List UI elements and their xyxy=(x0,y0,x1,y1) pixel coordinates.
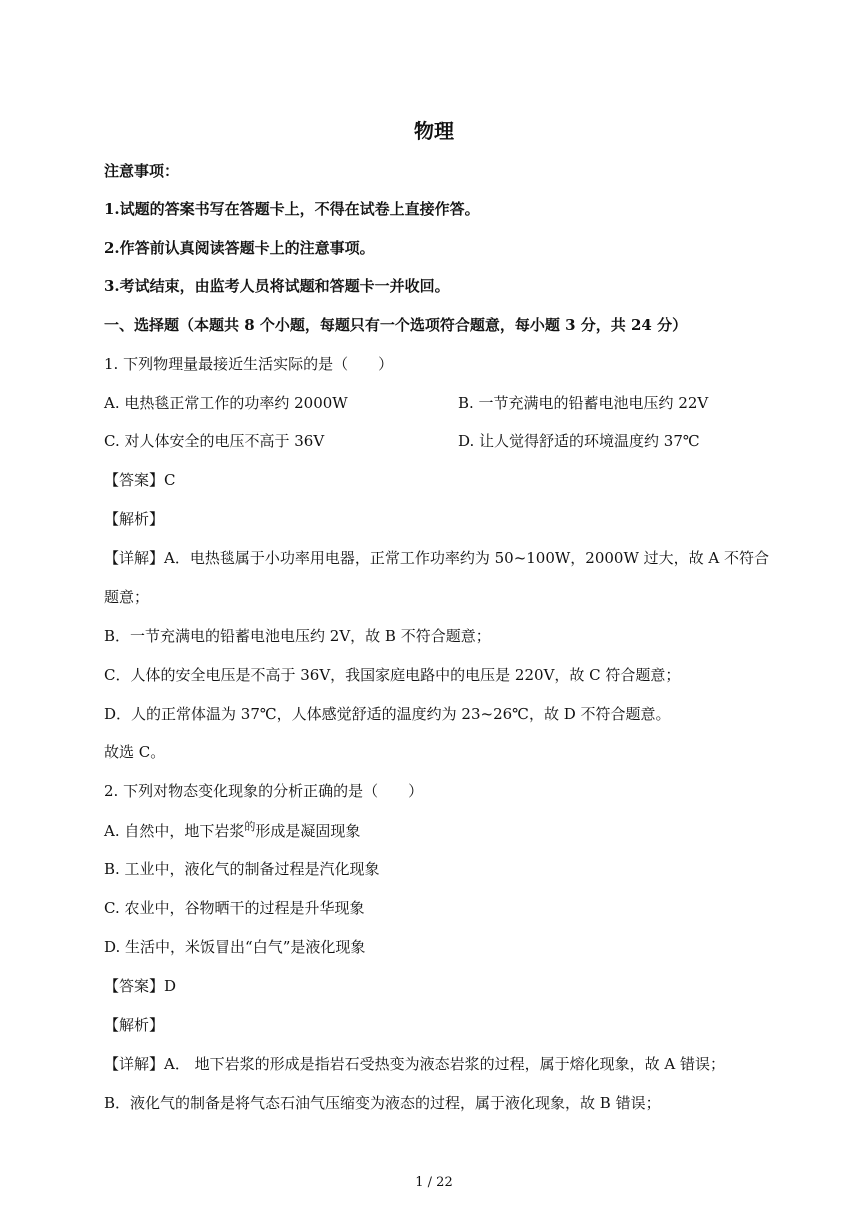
question-1-detail-line-3: C．人体的安全电压是不高于 36V，我国家庭电路中的电压是 220V，故 C 符合题意； xyxy=(104,666,681,684)
question-1-detail-line-2: B．一节充满电的铅蓄电池电压约 2V，故 B 不符合题意； xyxy=(104,627,491,645)
notice-item-1: 1.试题的答案书写在答题卡上，不得在试卷上直接作答。 xyxy=(104,200,480,218)
question-2-option-d: D. 生活中，米饭冒出“白气”是液化现象 xyxy=(104,938,366,956)
question-1-conclusion: 故选 C。 xyxy=(104,743,166,761)
question-1-detail-line-1: 【详解】A．电热毯属于小功率用电器，正常工作功率约为 50~100W，2000W 过大，故 A 不符合 xyxy=(104,549,770,567)
question-2-option-a-text-1: A. 自然中，地下岩浆 xyxy=(104,822,245,840)
question-2-detail-line-1: 【详解】A． 地下岩浆的形成是指岩石受热变为液态岩浆的过程，属于熔化现象，故 A 错误； xyxy=(104,1055,725,1073)
notice-item-3: 3.考试结束，由监考人员将试题和答题卡一并收回。 xyxy=(104,277,450,295)
question-1-analysis-label: 【解析】 xyxy=(104,510,165,528)
question-2-analysis-label: 【解析】 xyxy=(104,1016,165,1034)
question-2-option-c: C. 农业中，谷物晒干的过程是升华现象 xyxy=(104,899,365,917)
notice-heading: 注意事项： xyxy=(104,162,180,180)
question-1-option-c: C. 对人体安全的电压不高于 36V xyxy=(104,432,325,450)
question-2-option-a-text-2: 形成是凝固现象 xyxy=(255,822,361,840)
question-2-option-a xyxy=(104,821,360,843)
page-title: 物理 xyxy=(414,119,454,143)
question-1-detail-line-4: D．人的正常体温为 37℃，人体感觉舒适的温度约为 23~26℃，故 D 不符合题意。 xyxy=(104,705,671,723)
notice-item-2: 2.作答前认真阅读答题卡上的注意事项。 xyxy=(104,239,375,257)
question-2-option-a-superscript: 的 xyxy=(244,820,256,833)
question-1-answer: 【答案】C xyxy=(104,471,176,489)
question-2-stem: 2. 下列对物态变化现象的分析正确的是（ ） xyxy=(104,782,424,800)
question-1-option-d: D. 让人觉得舒适的环境温度约 37℃ xyxy=(458,432,700,450)
question-2-option-b: B. 工业中，液化气的制备过程是汽化现象 xyxy=(104,860,380,878)
section-heading: 一、选择题（本题共 8 个小题，每题只有一个选项符合题意，每小题 3 分，共 24 分） xyxy=(104,316,688,334)
question-1-option-b: B. 一节充满电的铅蓄电池电压约 22V xyxy=(458,394,709,412)
question-1-stem: 1. 下列物理量最接近生活实际的是（ ） xyxy=(104,355,394,373)
question-2-detail-line-2: B．液化气的制备是将气态石油气压缩变为液态的过程，属于液化现象，故 B 错误； xyxy=(104,1094,661,1112)
question-1-option-a: A. 电热毯正常工作的功率约 2000W xyxy=(104,394,348,412)
question-2-answer: 【答案】D xyxy=(104,977,177,995)
question-1-detail-line-1b: 题意； xyxy=(104,588,150,606)
page-number: 1 / 22 xyxy=(415,1175,453,1190)
